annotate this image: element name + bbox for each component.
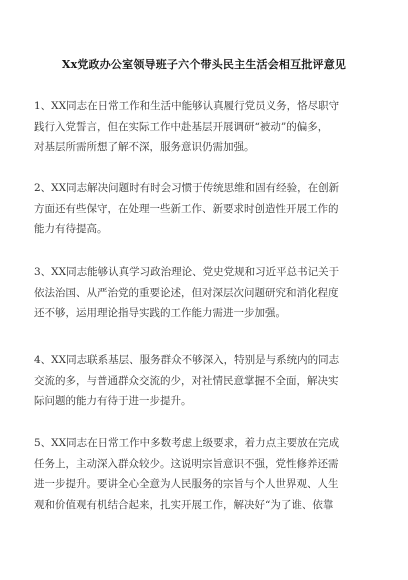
paragraph-line: 践行入党誓言，但在实际工作中赴基层开展调研“被动”的偏多，: [34, 120, 329, 133]
paragraph-line: 3、XX同志能够认真学习政治理论、党史党规和习近平总书记关于: [34, 266, 340, 278]
paragraph-line: 依法治国、从严治党的重要论述，但对深层次问题研究和消化程度: [34, 286, 339, 299]
paragraph-3: [34, 262, 374, 324]
paragraph-1: [34, 96, 374, 158]
paragraph-line: 对基层所需所想了解不深，服务意识仍需加强。: [34, 141, 255, 153]
paragraph-line: 交流的多，与普通群众交流的少，对社情民意掌握不全面，解决实: [34, 374, 339, 387]
paragraph-line: 任务上，主动深入群众较少。这说明宗旨意识不强，党性修养还需: [34, 457, 339, 470]
paragraph-line: 5、XX同志在日常工作中多数考虑上级要求，着力点主要放在完成: [34, 437, 340, 449]
paragraph-5: [34, 433, 374, 515]
paragraph-line: 还不够，运用理论指导实践的工作能力需进一步加强。: [34, 307, 286, 319]
paragraph-line: 进一步提升。要讲全心全意为人民服务的宗旨与个人世界观、人生: [34, 478, 339, 490]
paragraph-line: 4、XX同志联系基层、服务群众不够深入，特别是与系统内的同志: [34, 354, 340, 366]
paragraph-line: 1、XX同志在日常工作和生活中能够认真履行党员义务，恪尽职守: [34, 100, 340, 112]
paragraph-4: [34, 350, 374, 412]
paragraph-line: 际问题的能力有待于进一步提升。: [34, 395, 192, 407]
paragraph-line: 2、XX同志解决问题时有时会习惯于传统思维和固有经验，在创新: [34, 182, 340, 194]
document-title: Xx党政办公室领导班子六个带头民主生活会相互批评意见: [61, 58, 347, 71]
paragraph-line: 观和价值观有机结合起来，扎实开展工作，解决好“为了谁、依靠: [34, 498, 334, 511]
paragraph-line: 能力有待提高。: [34, 223, 108, 235]
paragraph-2: [34, 178, 374, 240]
paragraph-line: 方面还有些保守，在处理一些新工作、新要求时创造性开展工作的: [34, 202, 339, 215]
